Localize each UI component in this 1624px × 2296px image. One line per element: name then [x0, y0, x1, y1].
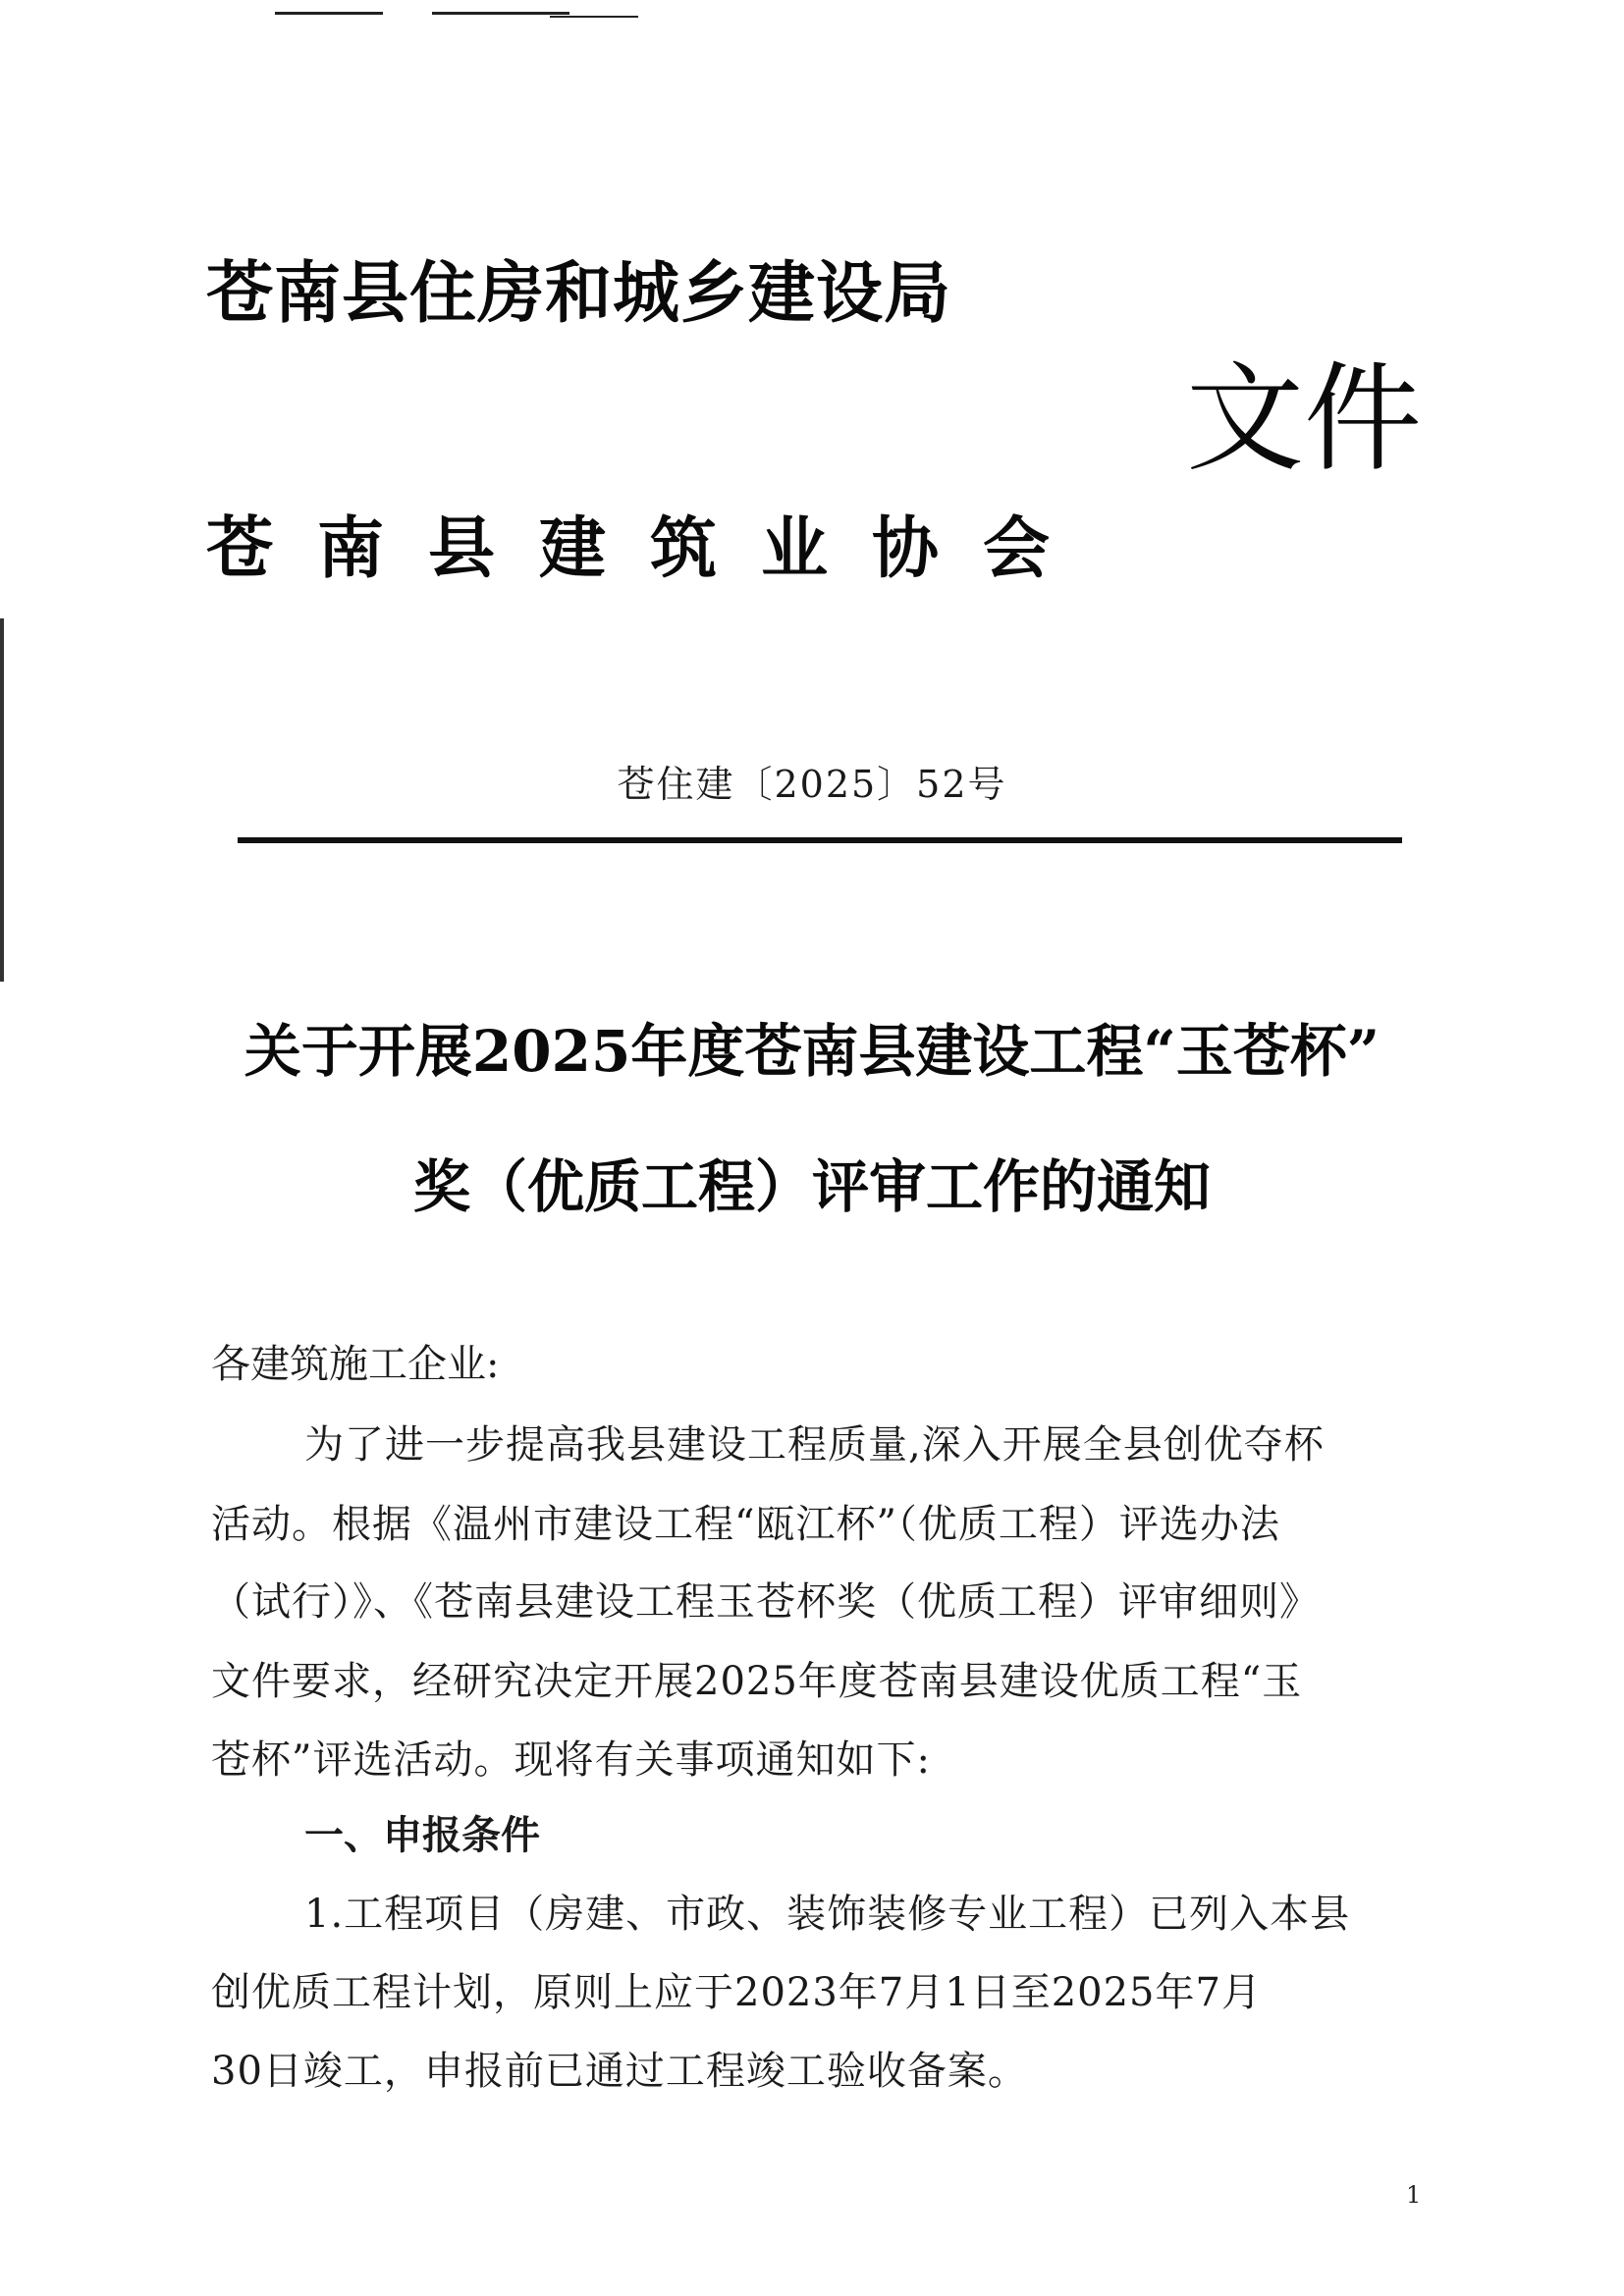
paragraph-line: （试行）》、《苍南县建设工程玉苍杯奖（优质工程）评审细则》 — [211, 1579, 1320, 1625]
header-divider-rule — [238, 837, 1402, 843]
document-label: 文件 — [1186, 351, 1422, 488]
section-heading-application-conditions: 一、申报条件 — [304, 1813, 540, 1858]
list-item-line: 30日竣工，申报前已通过工程竣工验收备案。 — [211, 2049, 1028, 2094]
paragraph-line: 为了进一步提高我县建设工程质量,深入开展全县创优夺杯 — [304, 1422, 1325, 1468]
scan-artifact-top — [550, 16, 638, 18]
scan-artifact-top — [275, 12, 383, 15]
list-item-line: 1.工程项目（房建、市政、装饰装修专业工程）已列入本县 — [304, 1892, 1351, 1937]
paragraph-line: 苍杯”评选活动。现将有关事项通知如下: — [211, 1737, 931, 1783]
paragraph-line: 活动。根据《温州市建设工程“瓯江杯”（优质工程）评选办法 — [211, 1502, 1280, 1547]
page-number: 1 — [1406, 2181, 1422, 2209]
salutation: 各建筑施工企业: — [211, 1342, 500, 1387]
issuer-name-housing-bureau: 苍南县住房和城乡建设局 — [206, 255, 952, 333]
document-title-line-2: 奖（优质工程）评审工作的通知 — [412, 1153, 1211, 1220]
scan-artifact-top — [432, 12, 569, 15]
list-item-line: 创优质工程计划，原则上应于2023年7月1日至2025年7月 — [211, 1970, 1262, 2015]
document-number: 苍住建〔2025〕52号 — [617, 763, 1007, 806]
paragraph-line: 文件要求，经研究决定开展2025年度苍南县建设优质工程“玉 — [211, 1659, 1303, 1704]
issuer-name-construction-association: 苍南县建筑业协会 — [206, 510, 1095, 588]
document-title-line-1: 关于开展2025年度苍南县建设工程“玉苍杯” — [244, 1018, 1380, 1085]
